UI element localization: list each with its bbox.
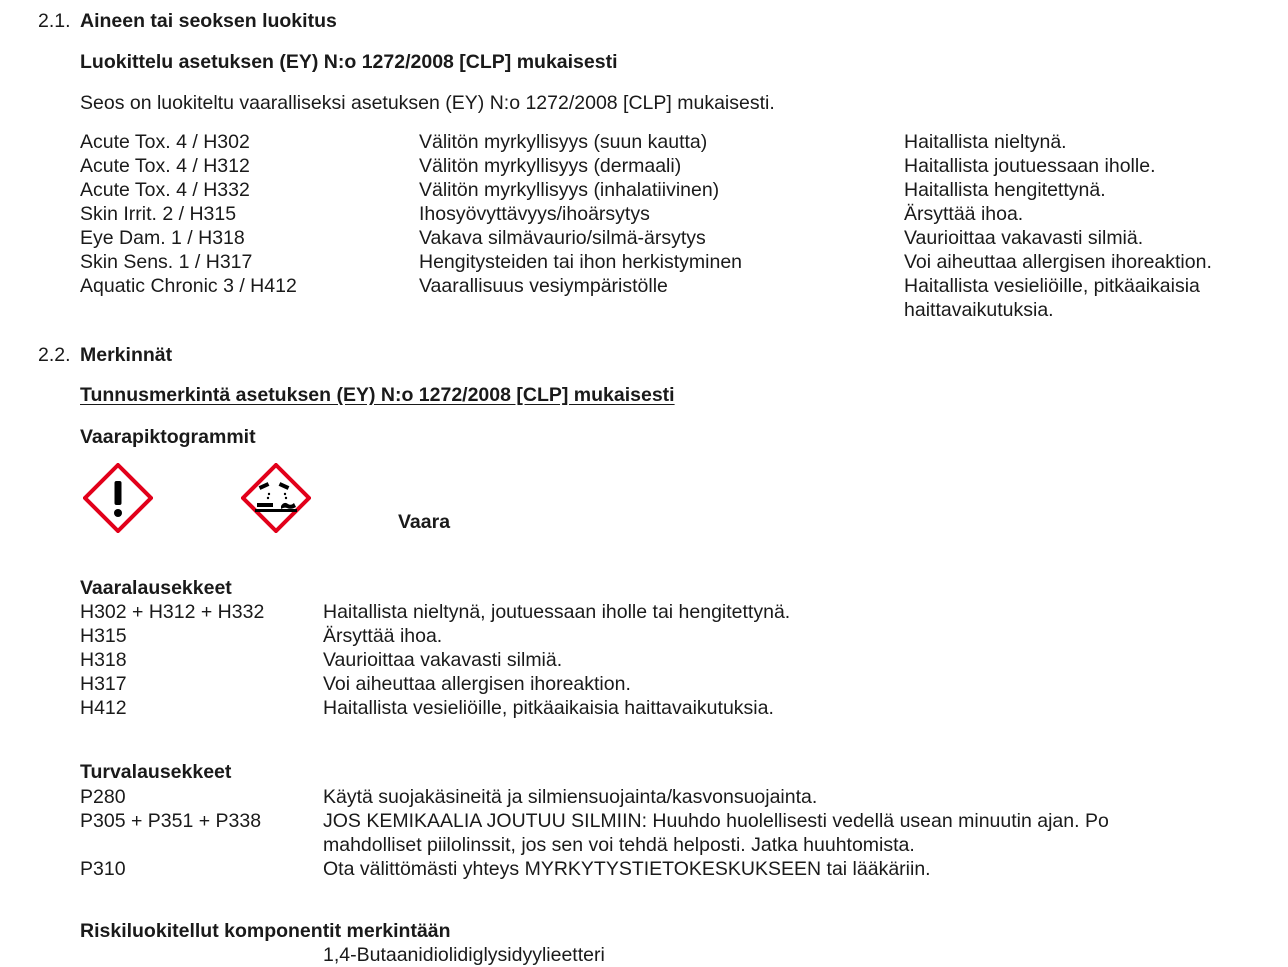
pictograms-heading: Vaarapiktogrammit	[80, 426, 256, 448]
hazard-class-code: Skin Irrit. 2 / H315	[80, 203, 237, 225]
hazard-class-code: Acute Tox. 4 / H312	[80, 155, 250, 177]
statement-code: H318	[80, 649, 127, 671]
hazard-class-code: Eye Dam. 1 / H318	[80, 227, 245, 249]
component-name: 1,4-Butaanidiolidiglysidyylieetteri	[323, 944, 605, 966]
signal-word: Vaara	[398, 511, 451, 533]
statement-text: Vaurioittaa vakavasti silmiä.	[323, 649, 563, 671]
hazard-statement: Haitallista joutuessaan iholle.	[904, 155, 1156, 177]
section-title-2-2: Merkinnät	[80, 344, 173, 366]
components-heading: Riskiluokitellut komponentit merkintään	[80, 920, 451, 942]
statement-code: H315	[80, 625, 127, 647]
statement-code: H302 + H312 + H332	[80, 601, 265, 623]
hazard-statement: Voi aiheuttaa allergisen ihoreaktion.	[904, 251, 1212, 273]
statement-text: Haitallista nieltynä, joutuessaan iholle tai hengitettynä.	[323, 601, 791, 623]
hazard-statement: Ärsyttää ihoa.	[904, 203, 1024, 225]
hazard-statement-continuation: haittavaikutuksia.	[904, 299, 1054, 321]
section-number-2-1: 2.1.	[38, 10, 71, 32]
hazard-statement: Haitallista nieltynä.	[904, 131, 1067, 153]
section-number-2-2: 2.2.	[38, 344, 71, 366]
hazard-category: Vaarallisuus vesiympäristölle	[419, 275, 668, 297]
hazard-category: Hengitysteiden tai ihon herkistyminen	[419, 251, 743, 273]
labelling-subtitle: Tunnusmerkintä asetuksen (EY) N:o 1272/2008 [CLP] mukaisesti	[80, 384, 675, 406]
hazard-category: Ihosyövyttävyys/ihoärsytys	[419, 203, 650, 225]
statement-code: P280	[80, 786, 126, 808]
hazard-class-code: Aquatic Chronic 3 / H412	[80, 275, 297, 297]
hazard-class-code: Acute Tox. 4 / H332	[80, 179, 250, 201]
corrosion-pictogram	[241, 463, 311, 533]
classification-intro: Seos on luokiteltu vaaralliseksi asetuksen (EY) N:o 1272/2008 [CLP] mukaisesti.	[80, 92, 775, 114]
statement-text: Voi aiheuttaa allergisen ihoreaktion.	[323, 673, 631, 695]
hazard-statement: Haitallista vesieliöille, pitkäaikaisia	[904, 275, 1200, 297]
precautionary-statements-heading: Turvalausekkeet	[80, 761, 232, 783]
statement-text: Haitallista vesieliöille, pitkäaikaisia haittavaikutuksia.	[323, 697, 774, 719]
hazard-class-code: Acute Tox. 4 / H302	[80, 131, 250, 153]
statement-text-continuation: mahdolliset piilolinssit, jos sen voi tehdä helposti. Jatka huuhtomista.	[323, 834, 915, 856]
statement-code: P305 + P351 + P338	[80, 810, 262, 832]
hazard-category: Välitön myrkyllisyys (suun kautta)	[419, 131, 708, 153]
statement-code: H412	[80, 697, 127, 719]
statement-code: P310	[80, 858, 126, 880]
exclamation-mark-pictogram	[83, 463, 153, 533]
hazard-statements-heading: Vaaralausekkeet	[80, 577, 232, 599]
statement-code: H317	[80, 673, 127, 695]
statement-text: Ota välittömästi yhteys MYRKYTYSTIETOKESKUKSEEN tai lääkäriin.	[323, 858, 931, 880]
section-title-2-1: Aineen tai seoksen luokitus	[80, 10, 337, 32]
hazard-statement: Haitallista hengitettynä.	[904, 179, 1106, 201]
statement-text: Ärsyttää ihoa.	[323, 625, 443, 647]
hazard-category: Vakava silmävaurio/silmä-ärsytys	[419, 227, 706, 249]
statement-text: Käytä suojakäsineitä ja silmiensuojainta/kasvonsuojainta.	[323, 786, 818, 808]
hazard-category: Välitön myrkyllisyys (dermaali)	[419, 155, 682, 177]
statement-text: JOS KEMIKAALIA JOUTUU SILMIIN: Huuhdo huolellisesti vedellä usean minuutin ajan. Po	[323, 810, 1109, 832]
hazard-class-code: Skin Sens. 1 / H317	[80, 251, 253, 273]
classification-subtitle: Luokittelu asetuksen (EY) N:o 1272/2008 [CLP] mukaisesti	[80, 51, 618, 73]
hazard-statement: Vaurioittaa vakavasti silmiä.	[904, 227, 1144, 249]
hazard-category: Välitön myrkyllisyys (inhalatiivinen)	[419, 179, 720, 201]
